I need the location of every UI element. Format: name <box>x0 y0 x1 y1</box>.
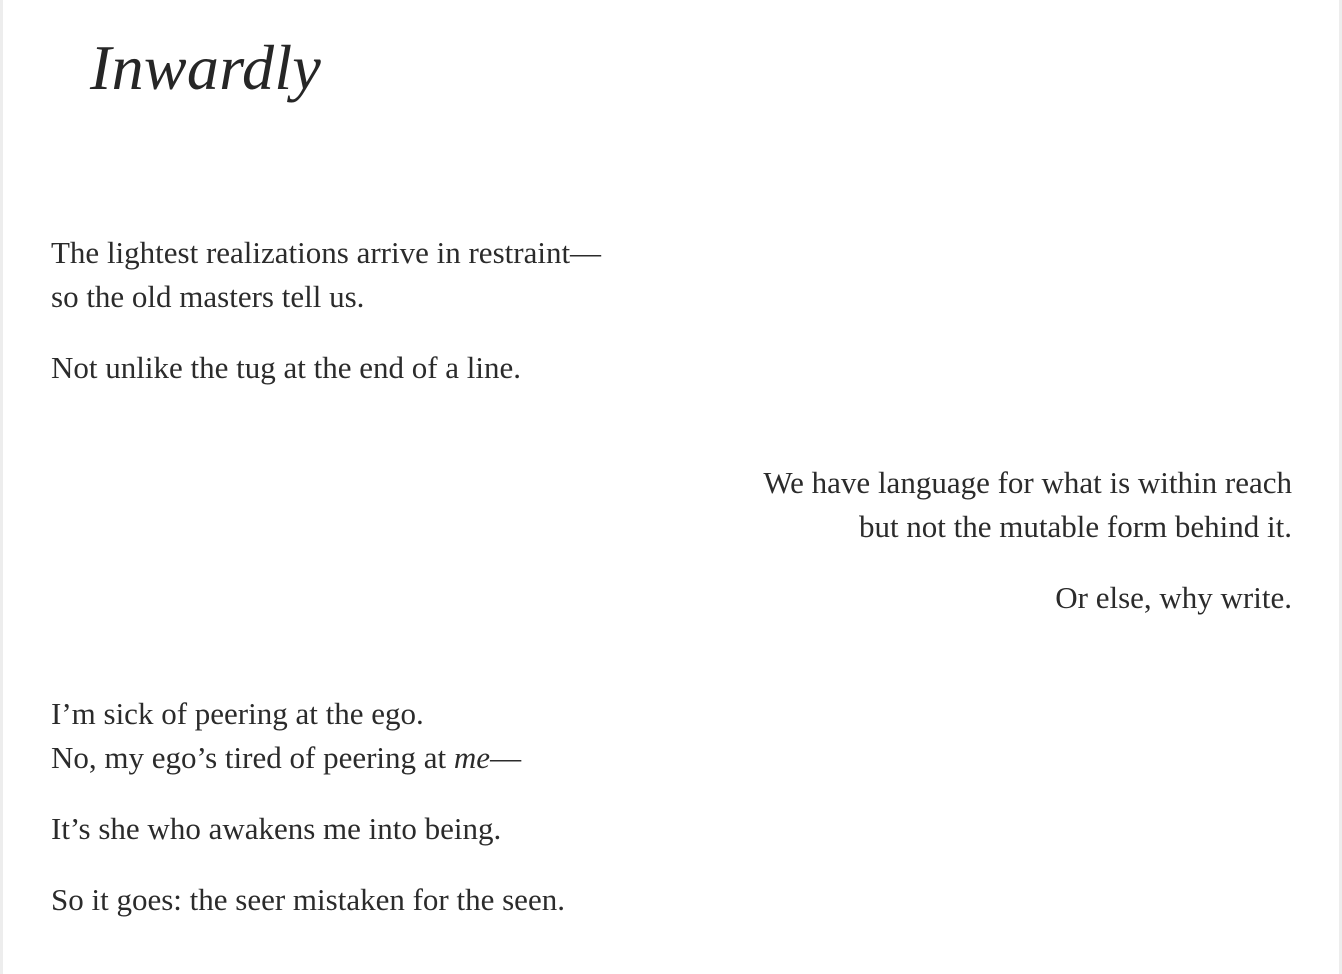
stanza-7 <box>51 878 565 922</box>
stanza-3 <box>763 461 1292 549</box>
poem-line: but not the mutable form behind it. <box>858 509 1292 544</box>
poem-title: Inwardly <box>90 32 322 103</box>
poem-line <box>51 736 521 780</box>
stanza-4 <box>1055 576 1292 620</box>
poem-line: It’s she who awakens me into being. <box>51 811 502 846</box>
page-edge-left <box>0 0 3 974</box>
poem-emphasis: me <box>453 740 491 775</box>
stanza-5 <box>51 692 521 780</box>
stanza-2 <box>51 346 521 390</box>
poem-line-text: No, my ego’s tired of peering at <box>51 740 454 775</box>
poem-line: So it goes: the seer mistaken for the seen. <box>51 882 565 917</box>
poem-line: The lightest realizations arrive in restraint— <box>51 235 602 270</box>
poem-line: We have language for what is within reach <box>763 465 1292 500</box>
stanza-1 <box>51 231 601 319</box>
poem-line: Or else, why write. <box>1055 580 1292 615</box>
poem-line: so the old masters tell us. <box>51 279 365 314</box>
poem-line: Not unlike the tug at the end of a line. <box>51 350 522 385</box>
stanza-6 <box>51 807 501 851</box>
poem-line: I’m sick of peering at the ego. <box>51 696 424 731</box>
poem-dash: — <box>490 740 522 775</box>
